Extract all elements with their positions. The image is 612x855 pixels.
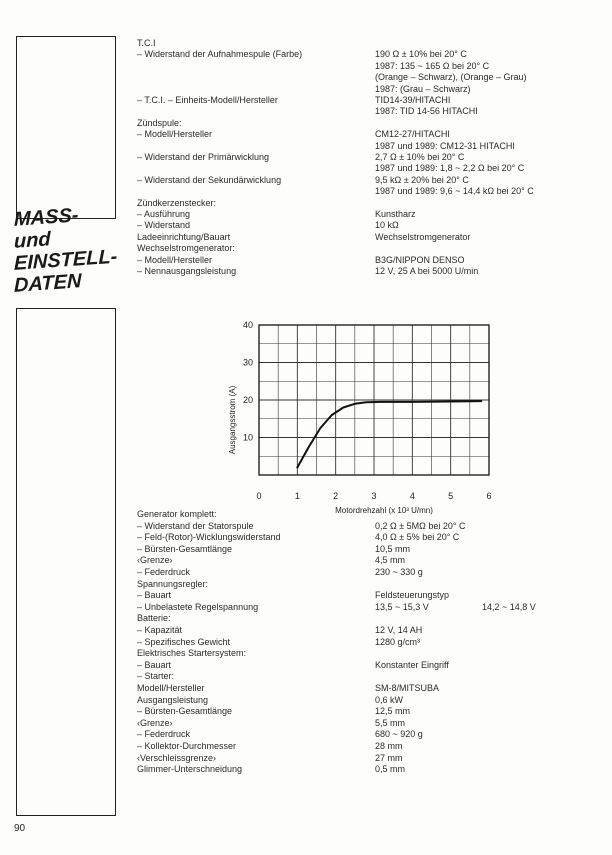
section-title-line: DATEN: [14, 270, 82, 297]
spec-label: – Unbelastete Regelspannung: [137, 601, 259, 612]
spec-value: Konstanter Eingriff: [375, 659, 449, 670]
spec-label: Ausgangsleistung: [137, 694, 209, 705]
spec-value: SM-8/MITSUBA: [375, 683, 440, 693]
spec-label: Batterie:: [137, 613, 171, 624]
spec-value: CM12-27/HITACHI: [375, 129, 450, 140]
spec-label: Wechselstromgenerator:: [137, 243, 235, 254]
spec-label: Zündkerzenstecker:: [137, 197, 217, 208]
spec-label: Ladeeinrichtung/Bauart: [137, 231, 231, 242]
spec-label: ‹Verschleissgrenze›: [137, 752, 217, 763]
spec-value: 0,2 Ω ± 5MΩ bei 20° C: [375, 520, 466, 531]
spec-value: 230 ~ 330 g: [375, 567, 423, 577]
spec-label: – Ausführung: [137, 209, 191, 219]
spec-label: – Bauart: [137, 659, 172, 670]
spec-value: B3G/NIPPON DENSO: [375, 254, 465, 265]
spec-value: 1987: 135 ~ 165 Ω bei 20° C: [375, 60, 490, 71]
section-title: [14, 201, 124, 297]
spec-value: 4,5 mm: [375, 555, 406, 566]
spec-value: 13,5 ~ 15,3 V: [375, 601, 429, 612]
spec-value: Kunstharz: [375, 209, 416, 219]
spec-label: – Bauart: [137, 590, 172, 601]
spec-label: Modell/Hersteller: [137, 683, 205, 693]
spec-value: 680 ~ 920 g: [375, 729, 423, 740]
spec-value: 9,5 kΩ ± 20% bei 20° C: [375, 174, 469, 185]
spec-label: ‹Grenze›: [137, 555, 173, 566]
spec-value: (Orange – Schwarz), (Orange – Grau): [375, 72, 527, 83]
spec-label: Elektrisches Startersystem:: [137, 648, 247, 659]
series-line: [297, 401, 481, 467]
spec-label: – Federdruck: [137, 729, 191, 740]
spec-value: 0,5 mm: [375, 764, 406, 775]
spec-value: 0,6 kW: [375, 694, 404, 705]
spec-value: 28 mm: [375, 741, 403, 751]
spec-label: – Bürsten-Gesamtlänge: [137, 706, 233, 717]
spec-label: – Nennausgangsleistung: [137, 266, 237, 276]
spec-value: 1987: (Grau – Schwarz): [375, 83, 471, 94]
x-tick-label: 4: [409, 491, 415, 501]
y-tick-label: 30: [242, 357, 253, 368]
section-title-line: MASS-: [14, 204, 79, 231]
spec-label: – Modell/Hersteller: [137, 254, 213, 265]
spec-label: – Widerstand der Primärwicklung: [137, 152, 270, 162]
spec-label: – Modell/Hersteller: [137, 129, 213, 140]
spec-label: – T.C.I. – Einheits-Modell/Hersteller: [137, 95, 278, 105]
spec-label: – Kapazität: [137, 625, 183, 635]
spec-value: Wechselstromgenerator: [375, 231, 471, 242]
spec-label: – Widerstand der Aufnahmespule (Farbe): [137, 49, 303, 60]
spec-label: Zündspule:: [137, 117, 182, 128]
spec-label: Spannungsregler:: [137, 578, 209, 589]
spec-value: 1987 und 1989: 9,6 ~ 14,4 kΩ bei 20° C: [375, 186, 534, 197]
y-tick-label: 10: [242, 432, 253, 443]
spec-label: – Kollektor-Durchmesser: [137, 741, 237, 751]
x-tick-label: 5: [448, 491, 454, 501]
x-tick-label: 6: [486, 491, 492, 501]
spec-value: 12,5 mm: [375, 706, 411, 717]
x-tick-label: 0: [256, 491, 262, 501]
spec-value-alt: 14,2 ~ 14,8 V: [482, 601, 536, 612]
spec-value: 5,5 mm: [375, 717, 406, 728]
spec-value: 27 mm: [375, 752, 403, 763]
spec-value: 10,5 mm: [375, 543, 411, 554]
section-title-line: EINSTELL-: [14, 245, 118, 275]
spec-value: 1280 g/cm³: [375, 636, 421, 647]
spec-value: 10 kΩ: [375, 220, 399, 231]
spec-label: – Widerstand der Sekundärwicklung: [137, 174, 282, 185]
spec-value: Feldsteuerungstyp: [375, 590, 450, 601]
spec-value: 1987 und 1989: CM12-31 HITACHI: [375, 140, 515, 151]
spec-label: – Spezifisches Gewicht: [137, 636, 231, 647]
spec-label: Generator komplett:: [137, 509, 217, 519]
output-current-chart: [215, 315, 505, 515]
spec-label: – Feld-(Rotor)-Wicklungswiderstand: [137, 532, 281, 543]
x-axis-label: Motordrehzahl (x 10³ U/mn): [335, 506, 433, 515]
spec-value: 190 Ω ± 10% bei 20° C: [375, 49, 467, 60]
y-tick-label: 20: [242, 395, 253, 405]
spec-label: – Federdruck: [137, 567, 191, 577]
page-number: 90: [14, 823, 26, 834]
section-title-line: und: [14, 228, 51, 253]
spec-value: 1987 und 1989: 1,8 ~ 2,2 Ω bei 20° C: [375, 163, 525, 174]
sidebar-bottom-frame: [16, 308, 116, 816]
spec-value: 2,7 Ω ± 10% bei 20° C: [375, 152, 465, 162]
spec-label: – Starter:: [137, 671, 175, 682]
spec-value: 12 V, 25 A bei 5000 U/min: [375, 266, 479, 276]
spec-label: ‹Grenze›: [137, 717, 173, 728]
spec-label: – Widerstand: [137, 220, 191, 231]
y-axis-label: Ausgangsstrom (A): [228, 385, 237, 455]
spec-value: 1987: TID 14-56 HITACHI: [375, 106, 478, 117]
spec-label: – Widerstand der Statorspule: [137, 520, 254, 531]
spec-label: Glimmer-Unterschneidung: [137, 764, 243, 775]
spec-value: 4,0 Ω ± 5% bei 20° C: [375, 532, 460, 543]
spec-value: TID14-39/HITACHI: [375, 95, 451, 105]
spec-value: 12 V, 14 AH: [375, 625, 423, 635]
x-tick-label: 3: [371, 491, 377, 501]
y-tick-label: 40: [242, 320, 253, 330]
x-tick-label: 2: [333, 491, 339, 501]
x-tick-label: 1: [294, 491, 300, 501]
sidebar-top-frame: [16, 36, 116, 219]
spec-label: T.C.I: [137, 38, 156, 48]
spec-label: – Bürsten-Gesamtlänge: [137, 543, 233, 554]
